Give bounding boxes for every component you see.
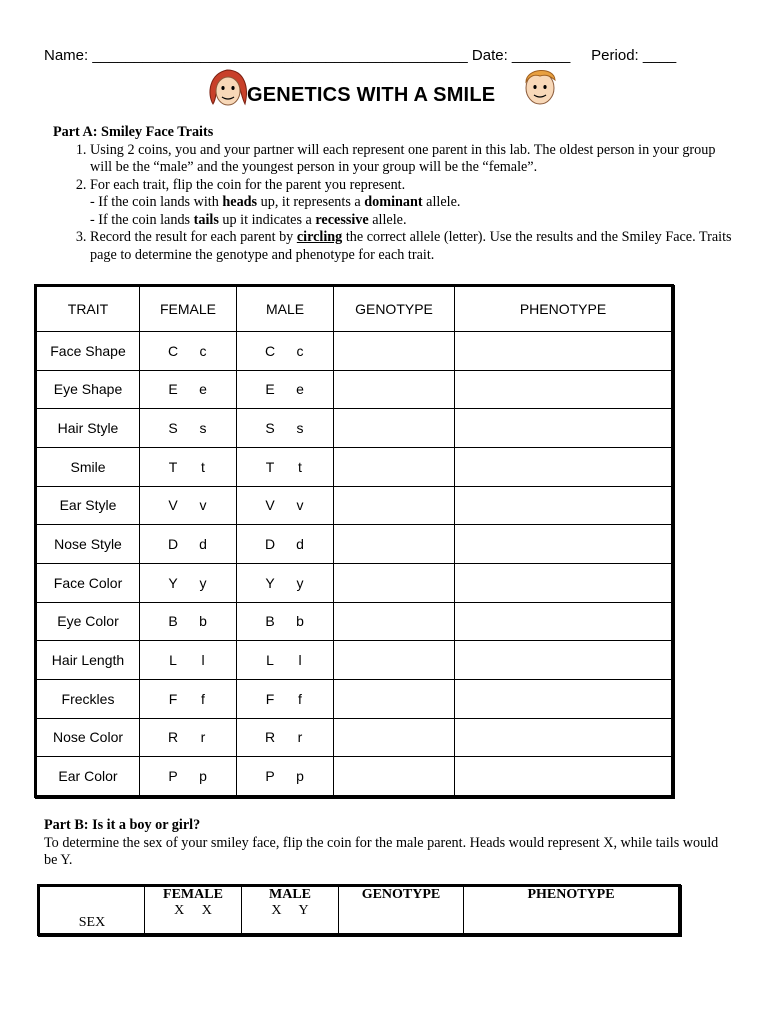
trait-name: Freckles [37, 679, 140, 718]
male-recessive-allele[interactable]: d [296, 536, 304, 553]
female-alleles [140, 641, 237, 680]
female-alleles [140, 718, 237, 757]
header-trait: TRAIT [37, 287, 140, 332]
female-recessive-allele[interactable]: d [199, 536, 207, 553]
title-banner [207, 64, 567, 114]
female-dominant-allele[interactable]: P [168, 768, 178, 785]
traits-table [34, 284, 674, 798]
heads-rule: - If the coin lands with heads up, it represents a dominant allele. [90, 194, 461, 210]
table-row [37, 447, 672, 486]
phenotype-cell[interactable] [455, 525, 672, 564]
part-a-heading: Part A: Smiley Face Traits [53, 124, 214, 140]
male-alleles [237, 602, 334, 641]
female-dominant-allele[interactable]: T [168, 458, 178, 475]
male-dominant-allele[interactable]: D [264, 536, 276, 553]
female-cell[interactable] [145, 887, 242, 934]
girl-face-icon [207, 66, 249, 110]
male-recessive-allele[interactable]: b [296, 613, 304, 630]
female-dominant-allele[interactable]: B [168, 613, 178, 630]
header-phenotype: PHENOTYPE [455, 287, 672, 332]
male-alleles [237, 370, 334, 409]
male-alleles [237, 486, 334, 525]
phenotype-cell[interactable] [455, 718, 672, 757]
female-dominant-allele[interactable]: S [168, 420, 178, 437]
male-dominant-allele[interactable]: P [265, 768, 275, 785]
female-recessive-allele[interactable]: s [199, 420, 207, 437]
trait-name: Eye Color [37, 602, 140, 641]
male-recessive-allele[interactable]: t [298, 458, 302, 475]
genotype-cell[interactable] [334, 718, 455, 757]
female-recessive-allele[interactable]: y [199, 574, 207, 591]
genotype-cell[interactable] [339, 887, 464, 934]
table-row [37, 718, 672, 757]
header-female: FEMALE [140, 287, 237, 332]
phenotype-cell[interactable] [455, 486, 672, 525]
step-3: 3. Record the result for each parent by circling the correct allele (letter). Use the results and the Smiley Face. Traits page to determine the genotype and phenotype for each trait. [90, 229, 733, 264]
female-alleles [140, 370, 237, 409]
female-alleles [140, 332, 237, 371]
female-dominant-allele[interactable]: E [168, 381, 178, 398]
female-recessive-allele[interactable]: v [199, 497, 207, 514]
part-a-steps [53, 142, 733, 265]
female-dominant-allele[interactable]: Y [168, 574, 178, 591]
male-dominant-allele[interactable]: C [264, 342, 276, 359]
trait-name: Ear Style [37, 486, 140, 525]
traits-table-header-row [37, 287, 672, 332]
male-recessive-allele[interactable]: f [298, 690, 302, 707]
phenotype-cell[interactable] [455, 447, 672, 486]
genotype-cell[interactable] [334, 409, 455, 448]
genotype-cell[interactable] [334, 370, 455, 409]
tails-rule: - If the coin lands tails up it indicates a recessive allele. [90, 211, 407, 228]
genotype-cell[interactable] [334, 525, 455, 564]
male-recessive-allele[interactable]: s [296, 420, 304, 437]
male-dominant-allele[interactable]: R [264, 729, 276, 746]
female-dominant-allele[interactable]: C [167, 342, 179, 359]
phenotype-cell[interactable] [455, 757, 672, 796]
female-alleles [140, 447, 237, 486]
female-alleles [140, 525, 237, 564]
male-alleles [237, 718, 334, 757]
male-recessive-allele[interactable]: l [298, 652, 302, 669]
genotype-header: GENOTYPE [361, 887, 441, 902]
trait-name: Hair Style [37, 409, 140, 448]
female-recessive-allele[interactable]: t [201, 458, 205, 475]
table-row [37, 525, 672, 564]
female-recessive-allele[interactable]: p [199, 768, 207, 785]
male-alleles [237, 757, 334, 796]
male-dominant-allele[interactable]: B [265, 613, 275, 630]
female-recessive-allele[interactable]: b [199, 613, 207, 630]
phenotype-cell[interactable] [464, 887, 679, 934]
step-2-text: For each trait, flip the coin for the parent you represent. [90, 176, 406, 193]
male-cell[interactable] [242, 887, 339, 934]
trait-name: Nose Color [37, 718, 140, 757]
female-recessive-allele[interactable]: f [201, 690, 205, 707]
female-alleles [140, 679, 237, 718]
table-row [37, 332, 672, 371]
trait-name: Smile [37, 447, 140, 486]
part-a-instructions [53, 124, 733, 264]
step-1-text: Using 2 coins, you and your partner will each represent one parent in this lab. The oldest person in your group will be the “male” and the youngest person in your group will be the “female”. [90, 141, 716, 175]
table-row [37, 370, 672, 409]
header-male: MALE [237, 287, 334, 332]
trait-name: Ear Color [37, 757, 140, 796]
female-recessive-allele[interactable]: l [201, 652, 205, 669]
sex-label: SEX [40, 887, 145, 934]
male-recessive-allele[interactable]: c [296, 342, 304, 359]
female-header: FEMALE [163, 887, 223, 902]
phenotype-cell[interactable] [455, 641, 672, 680]
table-row [37, 641, 672, 680]
phenotype-cell[interactable] [455, 679, 672, 718]
female-dominant-allele[interactable]: R [167, 729, 179, 746]
female-dominant-allele[interactable]: L [169, 652, 177, 669]
female-alleles: X X [174, 903, 212, 918]
female-dominant-allele[interactable]: V [168, 497, 178, 514]
male-dominant-allele[interactable]: V [265, 497, 275, 514]
male-alleles [237, 525, 334, 564]
male-alleles [237, 641, 334, 680]
male-dominant-allele[interactable]: F [265, 690, 275, 707]
female-alleles [140, 757, 237, 796]
female-dominant-allele[interactable]: D [167, 536, 179, 553]
genotype-cell[interactable] [334, 602, 455, 641]
female-alleles [140, 602, 237, 641]
genotype-cell[interactable] [334, 641, 455, 680]
female-recessive-allele[interactable]: c [199, 342, 207, 359]
table-row [37, 486, 672, 525]
male-alleles [237, 332, 334, 371]
male-recessive-allele[interactable]: e [296, 381, 304, 398]
male-alleles [237, 409, 334, 448]
male-header: MALE [269, 887, 311, 902]
step-2 [90, 177, 733, 230]
table-row [37, 409, 672, 448]
female-alleles [140, 486, 237, 525]
part-b-heading: Part B: Is it a boy or girl? [44, 817, 201, 833]
male-dominant-allele[interactable]: L [266, 652, 274, 669]
phenotype-cell[interactable] [455, 370, 672, 409]
male-alleles: X Y [271, 903, 309, 918]
phenotype-cell[interactable] [455, 409, 672, 448]
trait-name: Face Color [37, 563, 140, 602]
female-alleles [140, 409, 237, 448]
female-dominant-allele[interactable]: F [168, 690, 178, 707]
genotype-cell[interactable] [334, 757, 455, 796]
male-dominant-allele[interactable]: S [265, 420, 275, 437]
male-recessive-allele[interactable]: r [297, 729, 303, 746]
phenotype-cell[interactable] [455, 563, 672, 602]
genotype-cell[interactable] [334, 679, 455, 718]
table-row [37, 563, 672, 602]
genotype-cell[interactable] [334, 332, 455, 371]
male-dominant-allele[interactable]: Y [265, 574, 275, 591]
name-date-period-line: Name: _____________________________________________ Date: _______ Period: ____ [44, 47, 677, 64]
male-alleles [237, 447, 334, 486]
phenotype-header: PHENOTYPE [527, 887, 615, 902]
sex-table-row [40, 887, 679, 934]
male-dominant-allele[interactable]: T [265, 458, 275, 475]
table-row [37, 679, 672, 718]
page-title: GENETICS WITH A SMILE [247, 84, 496, 106]
genotype-cell[interactable] [334, 563, 455, 602]
male-recessive-allele[interactable]: v [296, 497, 304, 514]
male-alleles [237, 679, 334, 718]
trait-name: Nose Style [37, 525, 140, 564]
boy-face-icon [520, 64, 560, 108]
table-row [37, 757, 672, 796]
female-alleles [140, 563, 237, 602]
female-recessive-allele[interactable]: r [200, 729, 206, 746]
table-row [37, 602, 672, 641]
phenotype-cell[interactable] [455, 332, 672, 371]
header-genotype: GENOTYPE [334, 287, 455, 332]
male-dominant-allele[interactable]: E [265, 381, 275, 398]
genotype-cell[interactable] [334, 486, 455, 525]
step-1 [90, 142, 733, 177]
part-b-instructions [44, 817, 734, 870]
sex-table [37, 884, 681, 936]
part-b-text: To determine the sex of your smiley face, flip the coin for the male parent. Heads would represent X, while tails would be Y. [44, 834, 719, 868]
trait-name: Hair Length [37, 641, 140, 680]
trait-name: Eye Shape [37, 370, 140, 409]
genotype-cell[interactable] [334, 447, 455, 486]
female-recessive-allele[interactable]: e [199, 381, 207, 398]
phenotype-cell[interactable] [455, 602, 672, 641]
male-recessive-allele[interactable]: p [296, 768, 304, 785]
male-alleles [237, 563, 334, 602]
trait-name: Face Shape [37, 332, 140, 371]
male-recessive-allele[interactable]: y [296, 574, 304, 591]
